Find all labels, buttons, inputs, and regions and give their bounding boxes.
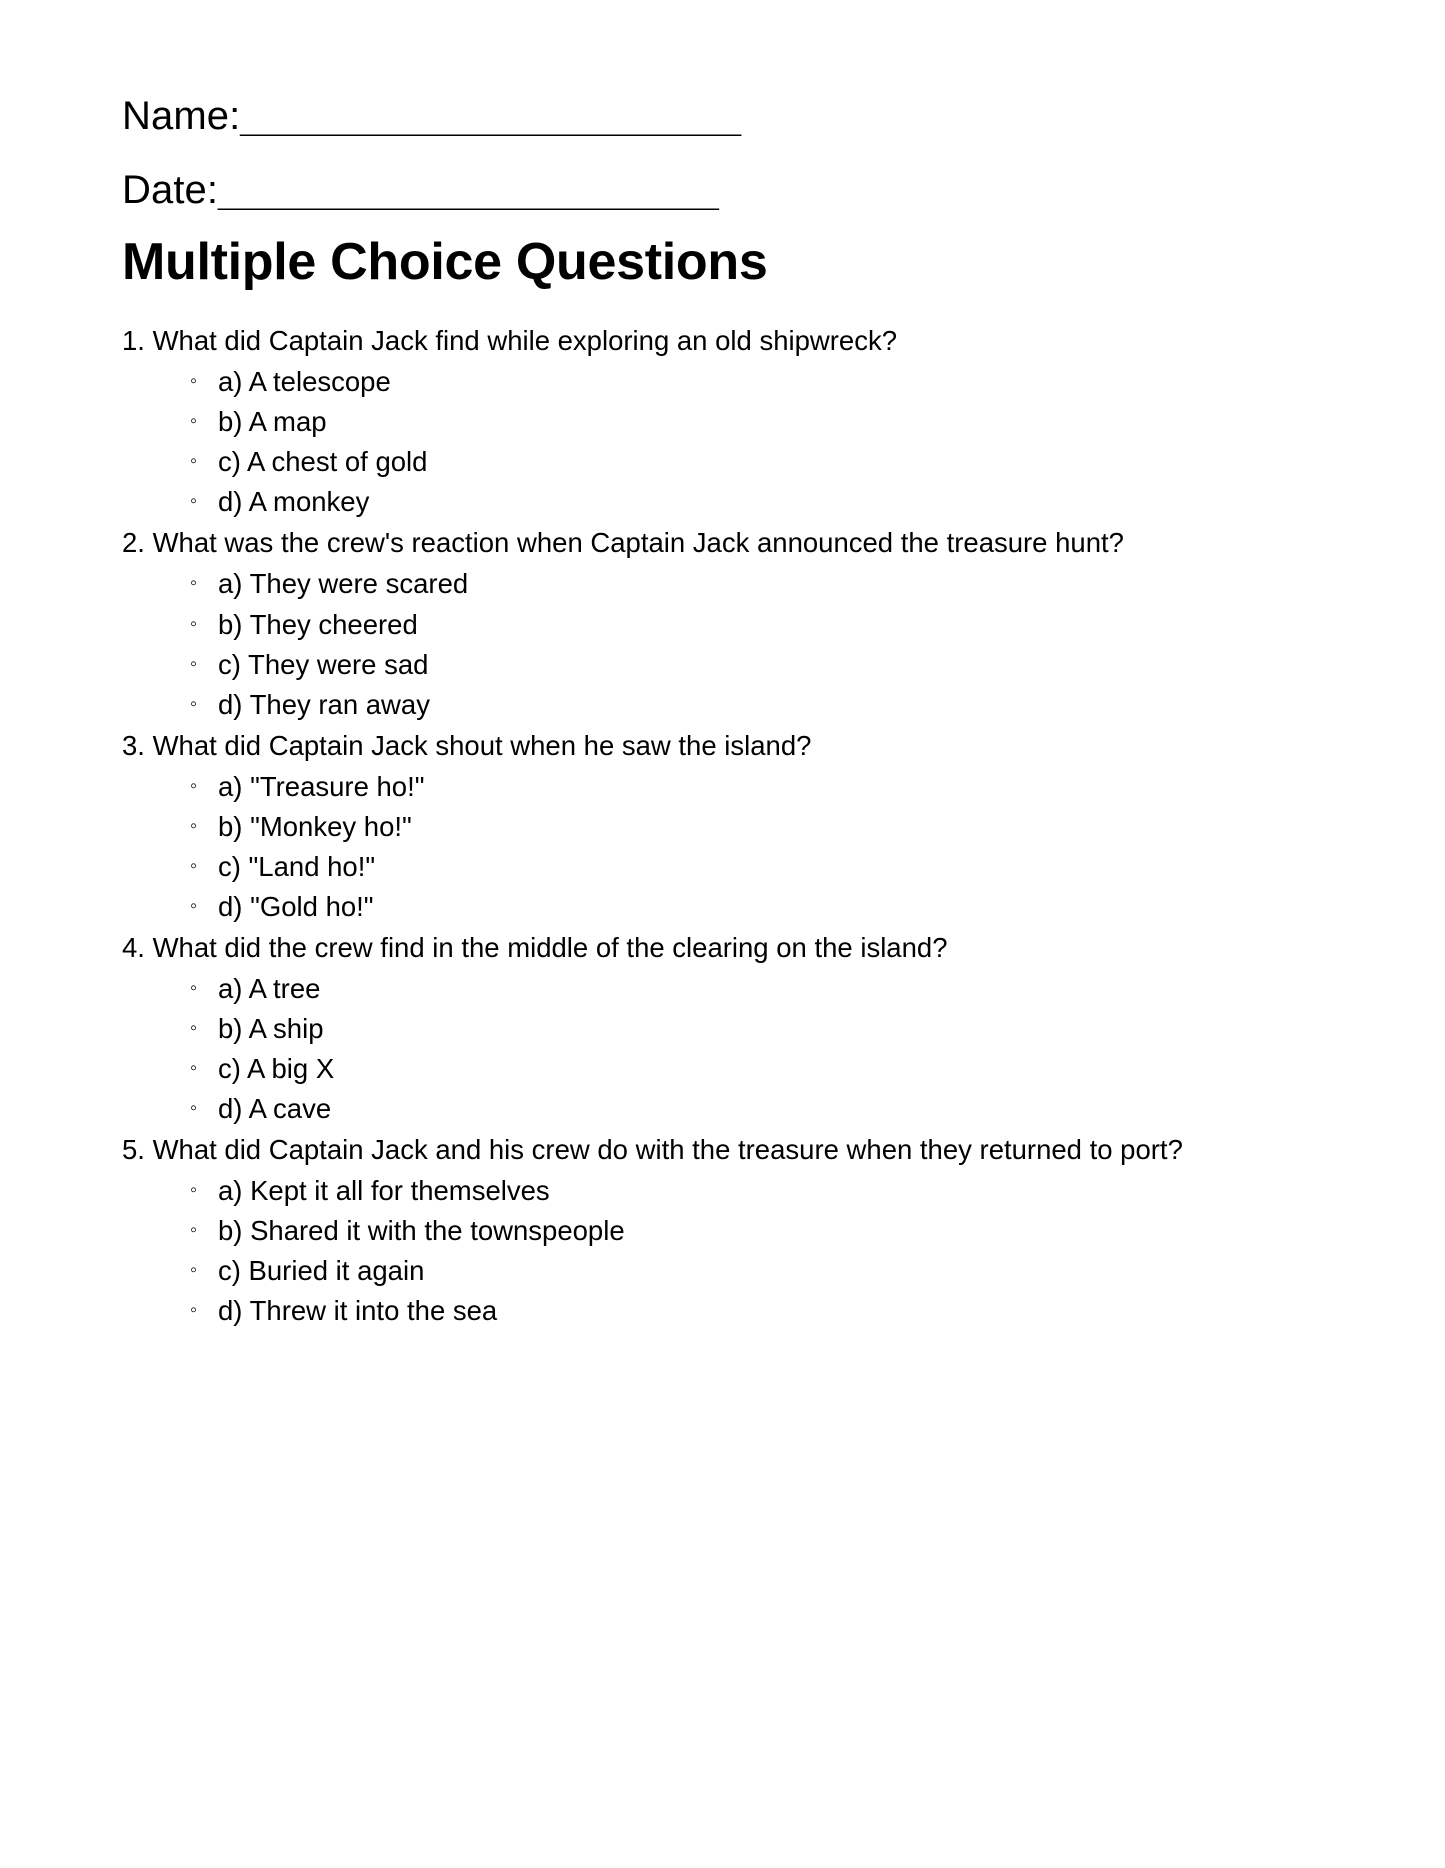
answer-option-label: a) They were scared: [218, 568, 469, 600]
answer-option[interactable]: [122, 1009, 1325, 1048]
answer-option-label: d) A cave: [218, 1093, 332, 1125]
answer-option-label: d) Threw it into the sea: [218, 1295, 498, 1327]
answer-option-label: a) Kept it all for themselves: [218, 1175, 550, 1207]
circle-bullet-icon: ◦: [190, 1259, 198, 1282]
question-text: 4. What did the crew find in the middle of the clearing on the island?: [122, 931, 948, 963]
answer-option[interactable]: [122, 887, 1325, 926]
circle-bullet-icon: ◦: [190, 774, 198, 797]
answer-option[interactable]: [122, 362, 1325, 401]
answer-option-label: b) Shared it with the townspeople: [218, 1215, 625, 1247]
question-block: [122, 321, 1325, 521]
answer-option[interactable]: [122, 645, 1325, 684]
question-block: [122, 726, 1325, 926]
circle-bullet-icon: ◦: [190, 1097, 198, 1120]
answer-option[interactable]: [122, 482, 1325, 521]
answer-option[interactable]: [122, 402, 1325, 441]
answer-option[interactable]: [122, 969, 1325, 1008]
circle-bullet-icon: ◦: [190, 976, 198, 999]
name-label: Name:: [122, 96, 241, 136]
circle-bullet-icon: ◦: [190, 894, 198, 917]
page-title: Multiple Choice Questions: [122, 233, 768, 291]
answer-option-label: c) A big X: [218, 1053, 335, 1085]
name-field-line: [122, 96, 1325, 136]
question-text: 3. What did Captain Jack shout when he saw the island?: [122, 729, 812, 761]
circle-bullet-icon: ◦: [190, 490, 198, 513]
answer-option[interactable]: [122, 1251, 1325, 1290]
answer-option[interactable]: [122, 442, 1325, 481]
answer-option[interactable]: [122, 605, 1325, 644]
answer-option-label: c) They were sad: [218, 648, 429, 680]
answer-option-label: b) A ship: [218, 1012, 324, 1044]
answer-option-label: b) A map: [218, 406, 327, 438]
answer-option-label: a) "Treasure ho!": [218, 770, 425, 802]
question-text: 1. What did Captain Jack find while exploring an old shipwreck?: [122, 325, 897, 357]
answer-option-label: d) They ran away: [218, 688, 430, 720]
answer-option[interactable]: [122, 685, 1325, 724]
circle-bullet-icon: ◦: [190, 1179, 198, 1202]
answer-options: [122, 1171, 1325, 1330]
circle-bullet-icon: ◦: [190, 854, 198, 877]
answer-option-label: a) A tree: [218, 972, 321, 1004]
question-block: [122, 1130, 1325, 1330]
answer-option[interactable]: [122, 564, 1325, 603]
question-block: [122, 523, 1325, 723]
question-block: [122, 928, 1325, 1128]
date-blank-rule: _______________________: [218, 170, 719, 210]
circle-bullet-icon: ◦: [190, 450, 198, 473]
questions-list: [122, 321, 1325, 1330]
answer-options: [122, 362, 1325, 521]
answer-option[interactable]: [122, 1291, 1325, 1330]
answer-option[interactable]: [122, 847, 1325, 886]
circle-bullet-icon: ◦: [190, 1219, 198, 1242]
answer-option[interactable]: [122, 1089, 1325, 1128]
answer-option[interactable]: [122, 807, 1325, 846]
answer-option-label: b) They cheered: [218, 608, 418, 640]
circle-bullet-icon: ◦: [190, 572, 198, 595]
answer-option-label: b) "Monkey ho!": [218, 810, 412, 842]
circle-bullet-icon: ◦: [190, 1057, 198, 1080]
answer-option[interactable]: [122, 1171, 1325, 1210]
answer-option-label: a) A telescope: [218, 366, 391, 398]
circle-bullet-icon: ◦: [190, 410, 198, 433]
answer-option-label: d) A monkey: [218, 486, 370, 518]
answer-option-label: c) "Land ho!": [218, 850, 376, 882]
answer-option-label: c) Buried it again: [218, 1255, 425, 1287]
answer-option[interactable]: [122, 1049, 1325, 1088]
circle-bullet-icon: ◦: [190, 652, 198, 675]
circle-bullet-icon: ◦: [190, 692, 198, 715]
answer-option-label: d) "Gold ho!": [218, 890, 374, 922]
question-text: 2. What was the crew's reaction when Captain Jack announced the treasure hunt?: [122, 527, 1124, 559]
name-blank-rule: _______________________: [240, 96, 741, 136]
answer-option[interactable]: [122, 767, 1325, 806]
circle-bullet-icon: ◦: [190, 814, 198, 837]
answer-option[interactable]: [122, 1211, 1325, 1250]
answer-options: [122, 564, 1325, 723]
circle-bullet-icon: ◦: [190, 612, 198, 635]
answer-options: [122, 969, 1325, 1128]
date-field-line: [122, 170, 1325, 210]
date-label: Date:: [122, 170, 219, 210]
circle-bullet-icon: ◦: [190, 1016, 198, 1039]
circle-bullet-icon: ◦: [190, 1299, 198, 1322]
question-text: 5. What did Captain Jack and his crew do with the treasure when they returned to port?: [122, 1134, 1183, 1166]
answer-options: [122, 767, 1325, 926]
circle-bullet-icon: ◦: [190, 370, 198, 393]
answer-option-label: c) A chest of gold: [218, 446, 428, 478]
